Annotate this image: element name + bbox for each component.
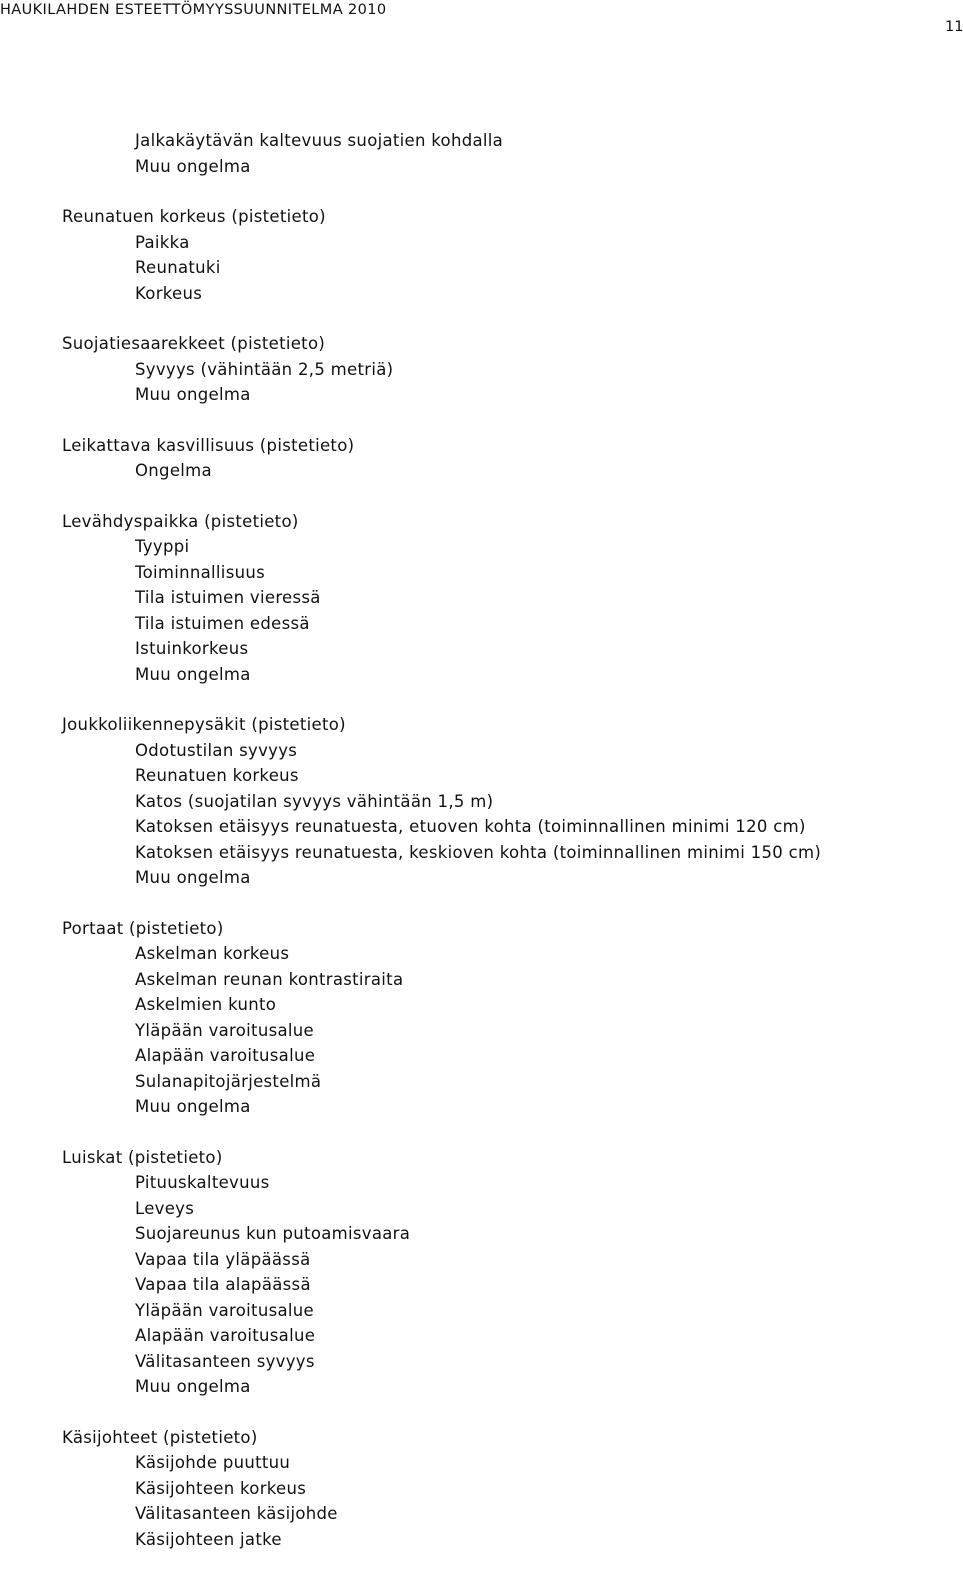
list-item: Syvyys (vähintään 2,5 metriä) [135,359,394,379]
section-heading: Suojatiesaarekkeet (pistetieto) [62,334,326,353]
section-transit-stops [62,712,952,891]
list-item: Katos (suojatilan syvyys vähintään 1,5 m) [135,791,494,811]
section-sidewalk-slope [62,128,952,179]
list-item: Istuinkorkeus [135,639,249,658]
list-item: Askelmien kunto [135,995,277,1014]
list-item: Katoksen etäisyys reunatuesta, keskioven kohta (toiminnallinen minimi 150 cm) [135,842,822,862]
section-ramps [62,1145,952,1400]
list-item: Muu ongelma [135,1377,251,1396]
section-stairs [62,916,952,1120]
section-heading: Käsijohteet (pistetieto) [62,1427,258,1447]
list-item: Muu ongelma [135,385,251,404]
document-body [62,128,952,1577]
list-item: Toiminnallisuus [135,562,265,582]
list-item: Muu ongelma [135,1097,251,1116]
document-header-title: HAUKILAHDEN ESTEETTÖMYYSSUUNNITELMA 2010 [0,2,387,18]
list-item: Yläpään varoitusalue [135,1020,314,1040]
list-item: Tila istuimen edessä [135,613,310,633]
list-item: Sulanapitojärjestelmä [135,1071,322,1091]
list-item: Muu ongelma [135,156,251,176]
list-item: Yläpään varoitusalue [135,1300,314,1320]
section-vegetation [62,433,952,484]
list-item: Muu ongelma [135,664,251,684]
section-curb-height [62,204,952,306]
list-item: Paikka [135,232,190,252]
list-item: Odotustilan syvyys [135,740,298,760]
list-item: Tyyppi [135,537,190,556]
list-item: Välitasanteen syvyys [135,1351,315,1371]
list-item: Katoksen etäisyys reunatuesta, etuoven kohta (toiminnallinen minimi 120 cm) [135,817,806,836]
list-item: Ongelma [135,461,212,480]
list-item: Leveys [135,1198,195,1218]
section-heading: Leikattava kasvillisuus (pistetieto) [62,435,355,455]
list-item: Vapaa tila yläpäässä [135,1249,311,1269]
list-item: Käsijohteen jatke [135,1529,282,1549]
section-heading: Joukkoliikennepysäkit (pistetieto) [62,715,346,734]
list-item: Pituuskaltevuus [135,1173,270,1192]
list-item: Jalkakäytävän kaltevuus suojatien kohdalla [135,131,504,150]
list-item: Välitasanteen käsijohde [135,1504,338,1523]
list-item: Askelman reunan kontrastiraita [135,969,404,989]
list-item: Suojareunus kun putoamisvaara [135,1224,411,1243]
section-heading: Levähdyspaikka (pistetieto) [62,511,299,531]
list-item: Reunatuki [135,258,221,277]
list-item: Vapaa tila alapäässä [135,1275,311,1294]
section-heading: Luiskat (pistetieto) [62,1147,223,1167]
list-item: Korkeus [135,283,203,303]
section-heading: Portaat (pistetieto) [62,918,224,938]
list-item: Käsijohde puuttuu [135,1453,291,1472]
section-rest-area [62,509,952,688]
list-item: Askelman korkeus [135,944,290,963]
list-item: Käsijohteen korkeus [135,1478,307,1498]
list-item: Alapään varoitusalue [135,1326,316,1345]
page-number: 11 [945,19,963,35]
list-item: Muu ongelma [135,868,251,887]
section-crossing-islands [62,331,952,408]
section-heading: Reunatuen korkeus (pistetieto) [62,207,326,226]
list-item: Alapään varoitusalue [135,1046,316,1065]
list-item: Tila istuimen vieressä [135,588,321,607]
list-item: Reunatuen korkeus [135,766,299,785]
section-handrails [62,1425,952,1553]
